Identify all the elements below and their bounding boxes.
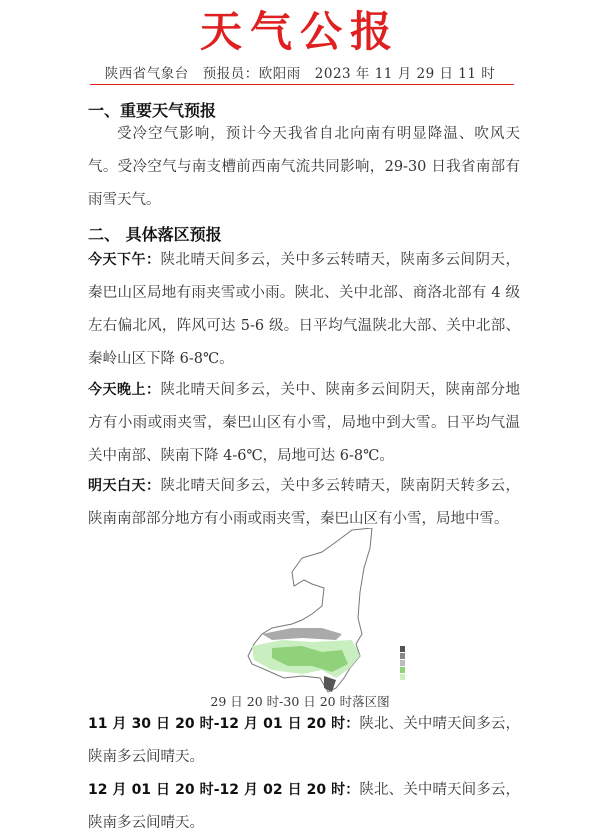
header-divider: [90, 84, 514, 85]
forecast-text: 陕北晴天间多云，关中多云转晴天，陕南阴天转多云，陕南南部部分地方有小雨或雨夹雪，秦巴山区有小雪，局地中雪。: [88, 478, 520, 527]
map-legend: [400, 646, 405, 680]
map-caption: 29 日 20 时-30 日 20 时落区图: [210, 694, 390, 709]
issuer-line: 陕西省气象台 预报员：欧阳雨 2023 年 11 月 29 日 11 时: [104, 66, 496, 82]
precipitation-map: [232, 528, 428, 694]
section2-heading: 二、 具体落区预报: [88, 225, 222, 244]
forecast-tomorrow-day: [88, 470, 520, 536]
forecast-text: 陕北晴天间多云，关中、陕南多云间阴天，陕南部分地方有小雨或雨夹雪，秦巴山区有小雪，局地中到大雪。日平均气温关中南部、陕南下降 4-6℃，局地可达 6-8℃。: [88, 382, 520, 464]
forecast-dec01-dec02: [88, 774, 520, 840]
forecast-label: 11 月 30 日 20 时-12 月 01 日 20 时：: [88, 716, 360, 732]
forecast-text: 陕北、关中晴天间多云，陕南多云间晴天。: [88, 782, 521, 831]
bulletin-title: 天气公报: [199, 7, 400, 56]
forecast-label: 今天下午：: [88, 252, 161, 268]
section1-heading: 一、重要天气预报: [88, 101, 217, 120]
forecast-this-afternoon: [88, 244, 520, 376]
forecast-text: 陕北晴天间多云，关中多云转晴天，陕南多云间阴天，秦巴山区局地有雨夹雪或小雨。陕北、关中北部、商洛北部有 4 级左右偏北风，阵风可达 5-6 级。日平均气温陕北大部、关中北部、秦岭山区下降 6-8℃。: [88, 252, 520, 367]
forecast-tonight: [88, 374, 520, 473]
forecast-label: 12 月 01 日 20 时-12 月 02 日 20 时：: [88, 782, 360, 798]
forecast-label: 明天白天：: [88, 478, 161, 494]
forecast-text: 陕北、关中晴天间多云，陕南多云间晴天。: [88, 716, 521, 765]
forecast-label: 今天晚上：: [88, 382, 161, 398]
section1-body: 受冷空气影响，预计今天我省自北向南有明显降温、吹风天气。受冷空气与南支槽前西南气流共同影响，29-30 日我省南部有雨雪天气。: [88, 126, 520, 208]
forecast-nov30-dec01: [88, 708, 520, 774]
